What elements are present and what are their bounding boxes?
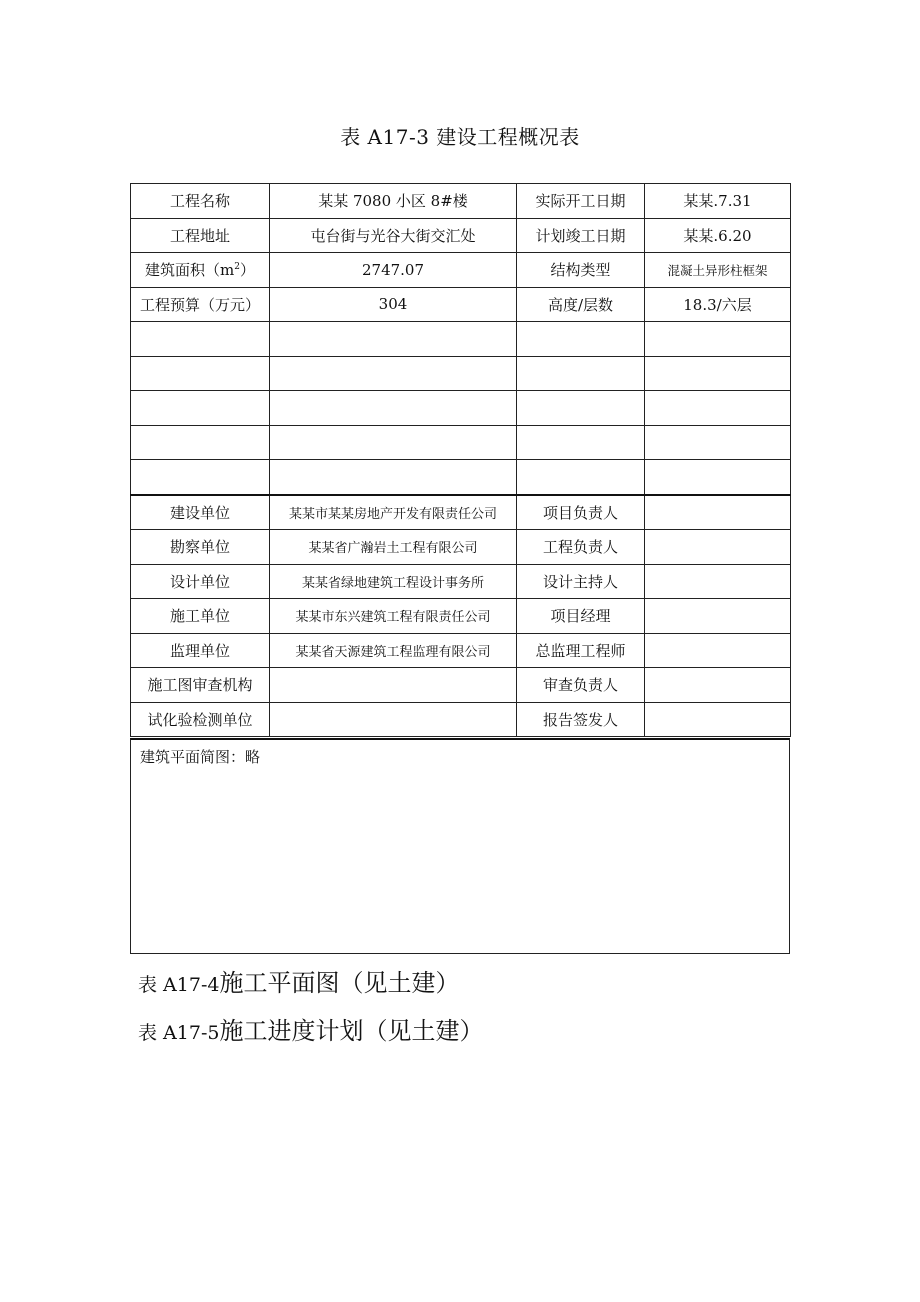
value-structure-type: 混凝土异形柱框架	[645, 253, 791, 288]
label-developer-unit: 建设单位	[131, 495, 270, 530]
value-construction-unit: 某某市东兴建筑工程有限责任公司	[270, 599, 517, 634]
table-row	[131, 253, 791, 288]
label-project-address: 工程地址	[131, 218, 270, 253]
table-row	[131, 702, 791, 737]
value-supervision-unit: 某某省天源建筑工程监理有限公司	[270, 633, 517, 668]
empty-cell	[131, 460, 270, 495]
empty-row	[131, 391, 791, 426]
label-survey-unit: 勘察单位	[131, 530, 270, 565]
label-project-leader: 项目负责人	[517, 495, 645, 530]
footer-text: 施工平面图（见土建）	[219, 969, 460, 997]
value-project-address: 屯台街与光谷大街交汇处	[270, 218, 517, 253]
label-design-director: 设计主持人	[517, 564, 645, 599]
label-project-name: 工程名称	[131, 184, 270, 219]
empty-cell	[517, 391, 645, 426]
label-supervision-unit: 监理单位	[131, 633, 270, 668]
label-engineering-leader: 工程负责人	[517, 530, 645, 565]
empty-cell	[270, 356, 517, 391]
value-design-director	[645, 564, 791, 599]
footer-line-site-plan	[138, 963, 459, 998]
table-row	[131, 287, 791, 322]
label-drawing-review-agency: 施工图审查机构	[131, 668, 270, 703]
value-project-manager	[645, 599, 791, 634]
footer-text: 施工进度计划（见土建）	[219, 1017, 484, 1045]
value-drawing-review-agency	[270, 668, 517, 703]
empty-cell	[270, 425, 517, 460]
value-developer-unit: 某某市某某房地产开发有限责任公司	[270, 495, 517, 530]
value-project-name: 某某 7080 小区 8#楼	[270, 184, 517, 219]
empty-cell	[517, 322, 645, 357]
table-row	[131, 530, 791, 565]
empty-cell	[645, 425, 791, 460]
floor-plan-sketch-label: 建筑平面简图：略	[140, 748, 261, 766]
empty-row	[131, 356, 791, 391]
footer-code: 表 A17-5	[138, 1022, 220, 1044]
footer-line-schedule	[138, 1011, 483, 1046]
empty-row	[131, 322, 791, 357]
label-review-leader: 审查负责人	[517, 668, 645, 703]
label-structure-type: 结构类型	[517, 253, 645, 288]
value-chief-supervisor	[645, 633, 791, 668]
project-overview-table	[130, 183, 791, 737]
label-project-budget: 工程预算（万元）	[131, 287, 270, 322]
form-title: 表 A17-3 建设工程概况表	[340, 125, 580, 149]
label-planned-completion-date: 计划竣工日期	[517, 218, 645, 253]
table-row	[131, 184, 791, 219]
empty-cell	[270, 391, 517, 426]
empty-cell	[270, 322, 517, 357]
empty-cell	[131, 356, 270, 391]
value-height-floors: 18.3/六层	[645, 287, 791, 322]
table-row	[131, 495, 791, 530]
empty-cell	[131, 322, 270, 357]
empty-cell	[645, 356, 791, 391]
value-report-issuer	[645, 702, 791, 737]
empty-cell	[270, 460, 517, 495]
value-survey-unit: 某某省广瀚岩土工程有限公司	[270, 530, 517, 565]
empty-cell	[131, 425, 270, 460]
label-building-area: 建筑面积$(m^2)$	[131, 253, 270, 288]
label-testing-unit: 试化验检测单位	[131, 702, 270, 737]
value-planned-completion-date: 某某.6.20	[645, 218, 791, 253]
label-construction-unit: 施工单位	[131, 599, 270, 634]
floor-plan-sketch-cell	[130, 738, 790, 954]
value-project-budget: 304	[270, 287, 517, 322]
value-engineering-leader	[645, 530, 791, 565]
value-building-area: 2747.07	[270, 253, 517, 288]
table-row	[131, 633, 791, 668]
empty-cell	[645, 460, 791, 495]
empty-cell	[131, 391, 270, 426]
label-actual-start-date: 实际开工日期	[517, 184, 645, 219]
table-row	[131, 599, 791, 634]
empty-row	[131, 425, 791, 460]
empty-row	[131, 460, 791, 495]
table-row	[131, 564, 791, 599]
value-project-leader	[645, 495, 791, 530]
empty-cell	[645, 391, 791, 426]
value-actual-start-date: 某某.7.31	[645, 184, 791, 219]
value-testing-unit	[270, 702, 517, 737]
label-height-floors: 高度/层数	[517, 287, 645, 322]
value-review-leader	[645, 668, 791, 703]
empty-cell	[517, 425, 645, 460]
label-project-manager: 项目经理	[517, 599, 645, 634]
empty-cell	[517, 356, 645, 391]
label-design-unit: 设计单位	[131, 564, 270, 599]
value-design-unit: 某某省绿地建筑工程设计事务所	[270, 564, 517, 599]
label-report-issuer: 报告签发人	[517, 702, 645, 737]
empty-cell	[517, 460, 645, 495]
table-row	[131, 218, 791, 253]
table-row	[131, 668, 791, 703]
footer-code: 表 A17-4	[138, 974, 220, 996]
empty-cell	[645, 322, 791, 357]
label-chief-supervisor: 总监理工程师	[517, 633, 645, 668]
